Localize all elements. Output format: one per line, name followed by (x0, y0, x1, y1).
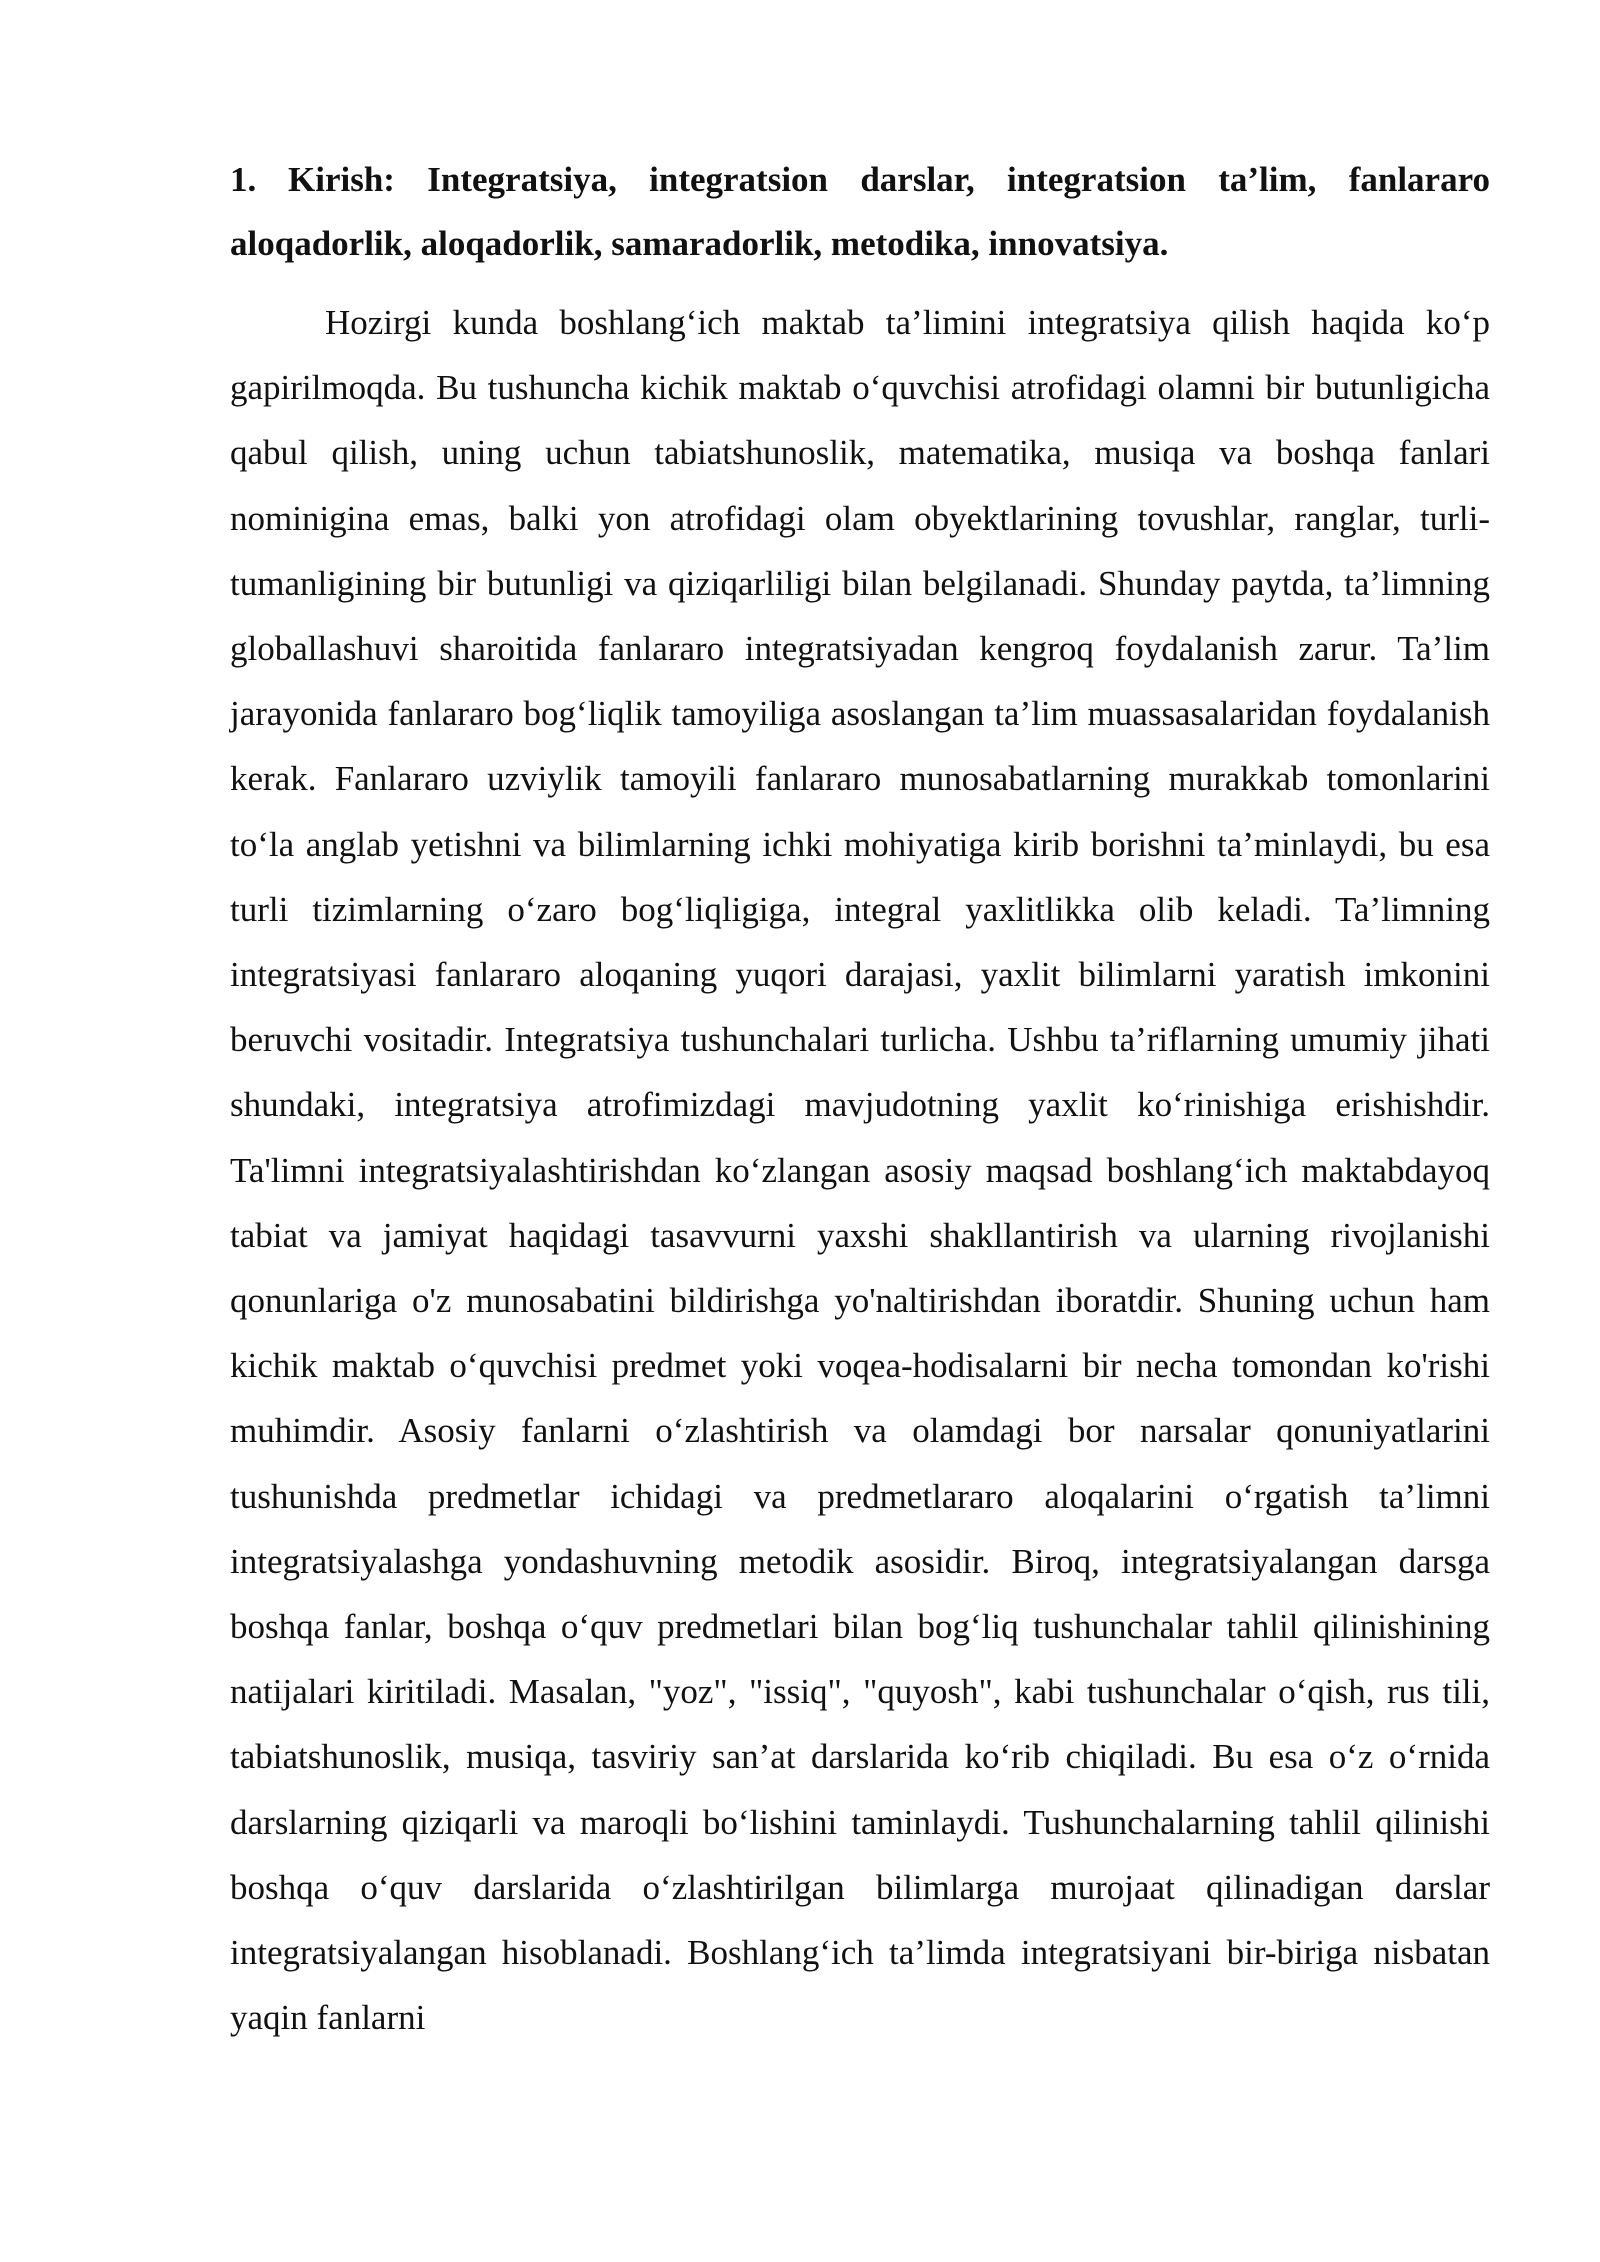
section-heading-text: Kirish: Integratsiya, integratsion darslar, integratsion ta’lim, fanlararo aloqadorlik, aloqadorlik, samaradorlik, metodika, innovatsiya. (230, 160, 1490, 263)
body-paragraph: Hozirgi kunda boshlang‘ich maktab ta’limini integratsiya qilish haqida ko‘p gapirilmoqda. Bu tushuncha kichik maktab o‘quvchisi atrofidagi olamni bir butunligicha qabul qilish, uning uchun tabiatshunoslik, matematika, musiqa va boshqa fanlari nominigina emas, balki yon atrofidagi olam obyektlarining tovushlar, ranglar, turli-tumanligining bir butunligi va qiziqarliligi bilan belgilanadi. Shunday paytda, ta’limning globallashuvi sharoitida fanlararo integratsiyadan kengroq foydalanish zarur. Ta’lim jarayonida fanlararo bog‘liqlik tamoyiliga asoslangan ta’lim muassasalaridan foydalanish kerak. Fanlararo uzviylik tamoyili fanlararo munosabatlarning murakkab tomonlarini to‘la anglab yetishni va bilimlarning ichki mohiyatiga kirib borishni ta’minlaydi, bu esa turli tizimlarning o‘zaro bog‘liqligiga, integral yaxlitlikka olib keladi. Ta’limning integratsiyasi fanlararo aloqaning yuqori darajasi, yaxlit bilimlarni yaratish imkonini beruvchi vositadir. Integratsiya tushunchalari turlicha. Ushbu ta’riflarning umumiy jihati shundaki, integratsiya atrofimizdagi mavjudotning yaxlit ko‘rinishiga erishishdir. Ta'limni integratsiyalashtirishdan ko‘zlangan asosiy maqsad boshlang‘ich maktabdayoq tabiat va jamiyat haqidagi tasavvurni yaxshi shakllantirish va ularning rivojlanishi qonunlariga o'z munosabatini bildirishga yo'naltirishdan iboratdir. Shuning uchun ham kichik maktab o‘quvchisi predmet yoki voqea-hodisalarni bir necha tomondan ko'rishi muhimdir. Asosiy fanlarni o‘zlashtirish va olamdagi bor narsalar qonuniyatlarini tushunishda predmetlar ichidagi va predmetlararo aloqalarini o‘rgatish ta’limni integratsiyalashga yondashuvning metodik asosidir. Biroq, integratsiyalangan darsga boshqa fanlar, boshqa o‘quv predmetlari bilan bog‘liq tushunchalar tahlil qilinishining natijalari kiritiladi. Masalan, "yoz", "issiq", "quyosh", kabi tushunchalar o‘qish, rus tili, tabiatshunoslik, musiqa, tasviriy san’at darslarida ko‘rib chiqiladi. Bu esa o‘z o‘rnida darslarning qiziqarli va maroqli bo‘lishini taminlaydi. Tushunchalarning tahlil qilinishi boshqa o‘quv darslarida o‘zlashtirilgan bilimlarga murojaat qilinadigan darslar integratsiyalangan hisoblanadi. Boshlang‘ich ta’limda integratsiyani bir-biriga nisbatan yaqin fanlarni (230, 303, 1490, 2038)
document-page (230, 148, 1490, 2050)
section-number: 1. (230, 160, 257, 199)
section-heading (230, 148, 1490, 276)
